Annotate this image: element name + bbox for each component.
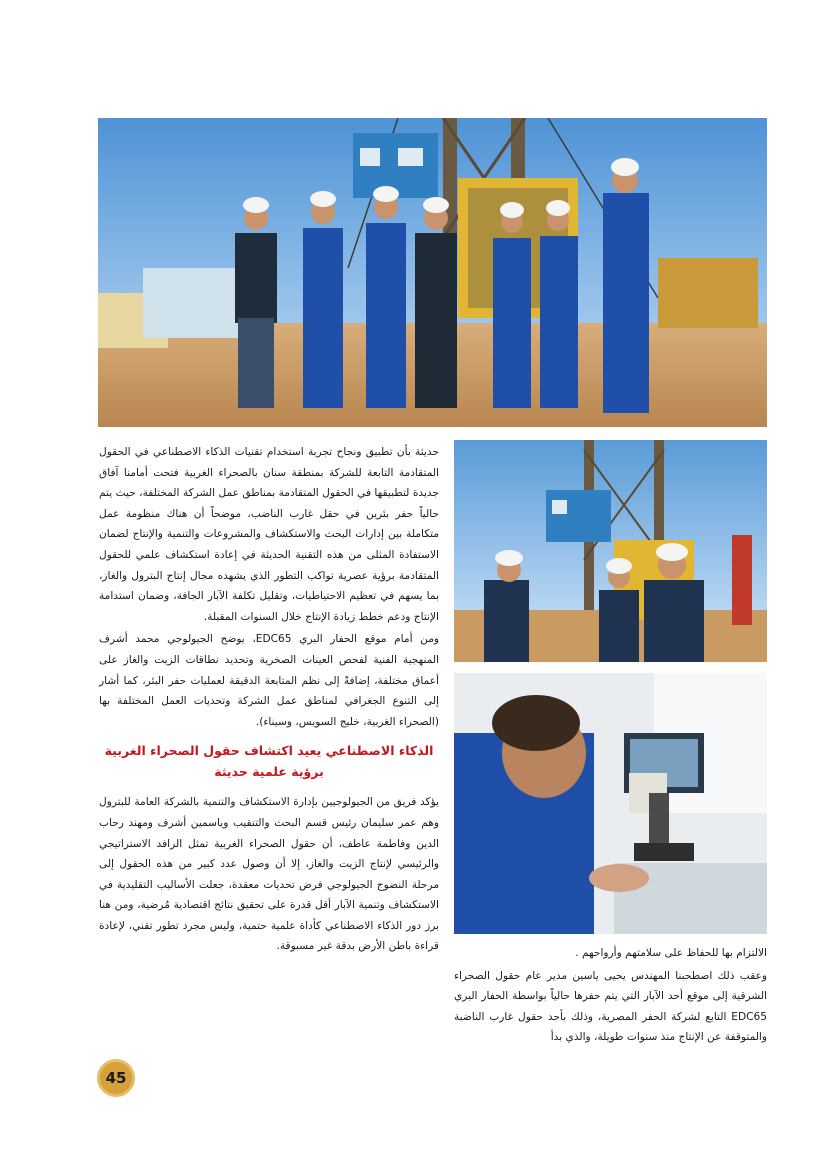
- article-paragraph: وعقب ذلك اصطحبنا المهندس يحيى ياسين مدير عام حقول الصحراء الشرقية إلى موقع أحد الآبار التي يتم حفرها حالياً بواسطة الحفار البري EDC65 التابع لشركة الحفر المصرية، وذلك بأحد حقول غارب الناضبة والمتوقفة عن الإنتاج منذ سنوات طويلة، والذي بدأ: [454, 969, 767, 1044]
- section-heading: الذكاء الاصطناعي يعيد اكتشاف حقول الصحراء الغربية برؤية علمية حديثة: [104, 743, 434, 780]
- microscope-photo: [454, 673, 767, 934]
- rig-engineers-photo: [454, 440, 767, 662]
- article-left-column: [99, 442, 439, 1052]
- article-right-column: [454, 943, 767, 1053]
- article-paragraph: يؤكد فريق من الجيولوجيين بإدارة الاستكشاف والتنمية بالشركة العامة للبترول وهم عمر سليمان رئيس قسم البحث والتنقيب وياسمين أشرف ومهند رحاب الدين وفاطمة عاطف، أن حقول الصحراء الغربية تمثل الرافد الاستراتيجي والرئيسي لإنتاج الزيت والغاز، إلا أن وصول عدد كبير من هذه الحقول إلى مرحلة النضوج الجيولوجي فرض تحديات معقدة، جعلت الأساليب التقليدية في الاستكشاف وتنمية الآبار أقل قدرة على تحقيق نتائج اقتصادية مُرضية، ومن هنا برز دور الذكاء الاصطناعي كأداة علمية حتمية، وليس مجرد تطور تقني، لإعادة قراءة باطن الأرض بدقة غير مسبوقة.: [99, 796, 439, 953]
- article-paragraph: حديثة بأن تطبيق ونجاح تجربة استخدام تقنيات الذكاء الاصطناعي في الحقول المتقادمة التابعة للشركة بمنطقة سنان بالصحراء الغربية فتحت أمامنا آفاق جديدة لتطبيقها في الحقول المتقادمة بمناطق عمل الشركة المختلفة، حيث يتم حالياً حفر بئرين في حقل غارب الناضب، موضحاً أن هناك منظومة عمل متكاملة بين إدارات البحث والاستكشاف والمشروعات والتنمية والإنتاج لضمان الاستفادة المثلى من هذه التقنية الحديثة في إعادة استكشاف علمي للحقول المتقادمة برؤية عصرية تواكب التطور الذي يشهده مجال إنتاج البترول والغاز، بما يسهم في تعظيم الاحتياطيات، وتقليل تكلفة الآبار الجافة، وضمان استدامة الإنتاج ودعم خطط زيادة الإنتاج خلال السنوات المقبلة.: [99, 446, 439, 623]
- article-paragraph: ومن أمام موقع الحفار البري EDC65، يوضح الجيولوجي محمد أشرف المنهجية الفنية لفحص العينات الصخرية وتحديد نطاقات الزيت والغاز على أعماق مختلفة، إضافةً إلى نظم المتابعة الدقيقة لعمليات حفر البئر، كما أشار إلى التنوع الجغرافي لمناطق عمل الشركة وتحديات العمل المختلفة بها (الصحراء الغربية، خليج السويس، وسيناء).: [99, 633, 439, 728]
- page-number: 45: [97, 1059, 135, 1097]
- article-paragraph: الالتزام بها للحفاظ على سلامتهم وأرواحهم .: [575, 947, 767, 959]
- team-photo: [98, 118, 767, 427]
